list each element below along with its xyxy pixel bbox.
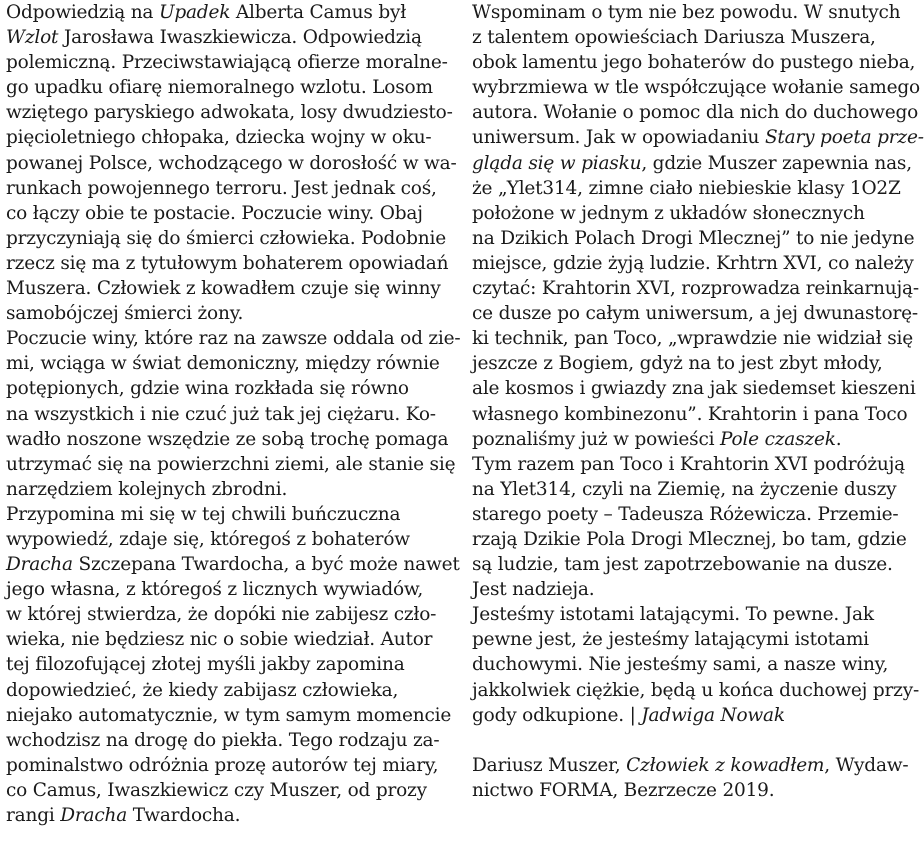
text-segment: poznaliśmy już w powieści bbox=[472, 428, 721, 450]
text-line bbox=[6, 226, 446, 251]
text-line bbox=[6, 427, 449, 452]
text-segment: jakkolwiek ciężkie, będą u końca duchowej przy- bbox=[472, 679, 920, 701]
text-line bbox=[6, 678, 436, 703]
text-segment: jego własna, z któregoś z licznych wywiadów, bbox=[6, 579, 424, 601]
text-line bbox=[472, 452, 905, 477]
text-line bbox=[472, 753, 909, 778]
text-segment: Szczepana Twardocha, a być może nawet bbox=[72, 554, 460, 576]
italic-text: Pole czaszek bbox=[720, 428, 836, 450]
italic-text: Stary poeta prze- bbox=[764, 127, 924, 149]
text-line bbox=[6, 803, 436, 828]
text-segment: niejako automatycznie, w tym samym momencie bbox=[6, 704, 452, 726]
text-segment: ki technik, pan Toco, „wprawdzie nie widział się bbox=[472, 328, 914, 350]
text-segment: własnego kombinezonu”. Krahtorin i pana Toco bbox=[472, 403, 908, 425]
text-segment: wchodzisz na drogę do piekła. Tego rodzaju za- bbox=[6, 729, 440, 751]
text-line bbox=[6, 100, 453, 125]
text-segment: pięcioletniego chłopaka, dziecka wojny w oku- bbox=[6, 127, 432, 149]
italic-text: Dracha bbox=[6, 554, 73, 576]
text-segment: Poczucie winy, które raz na zawsze oddala od zie- bbox=[6, 328, 461, 350]
text-segment: Jesteśmy istotami latającymi. To pewne. Jak bbox=[472, 604, 874, 626]
text-segment: z talentem opowieściach Dariusza Muszera, bbox=[472, 27, 876, 49]
text-segment: wieka, nie będziesz nic o sobie wiedział. Autor bbox=[6, 629, 433, 651]
text-segment: Wspominam o tym nie bez powodu. W snutych bbox=[472, 2, 901, 23]
text-line bbox=[472, 326, 914, 351]
text-line bbox=[6, 75, 436, 100]
text-segment: samobójczej śmierci żony. bbox=[6, 303, 244, 325]
text-line bbox=[472, 151, 912, 176]
italic-text: gląda się w piasku bbox=[472, 152, 642, 174]
text-segment: runkach powojennego terroru. Jest jednak coś, bbox=[6, 177, 437, 199]
text-line bbox=[472, 527, 907, 552]
text-segment: nictwo FORMA, Bezrzecze 2019. bbox=[472, 779, 775, 801]
text-line bbox=[472, 351, 898, 376]
text-segment: położone w jednym z układów słonecznych bbox=[472, 202, 865, 224]
text-segment: Dariusz Muszer, bbox=[472, 754, 627, 776]
text-segment: , Wydaw- bbox=[824, 754, 909, 776]
text-line bbox=[6, 703, 452, 728]
text-segment: co Camus, Iwaszkiewicz czy Muszer, od prozy bbox=[6, 779, 427, 801]
text-segment: Alberta Camus był bbox=[230, 2, 407, 23]
text-segment: tej filozofującej złotej myśli jakby zapomina bbox=[6, 654, 405, 676]
text-line bbox=[472, 728, 898, 753]
text-segment: rangi bbox=[6, 805, 61, 826]
text-line bbox=[472, 577, 898, 602]
text-line bbox=[472, 251, 914, 276]
text-line bbox=[6, 301, 436, 326]
text-segment: go upadku ofiarę niemoralnego wzlotu. Losom bbox=[6, 77, 433, 99]
italic-text: Upadek bbox=[158, 2, 231, 23]
text-line bbox=[472, 276, 919, 301]
text-segment: na Dzikich Polach Drogi Mlecznej” to nie jedyne bbox=[472, 227, 915, 249]
text-line bbox=[472, 176, 901, 201]
text-segment: wziętego paryskiego adwokata, losy dwudziesto- bbox=[6, 102, 453, 124]
text-segment: pewne jest, że jesteśmy latającymi istotami bbox=[472, 629, 869, 651]
text-line bbox=[6, 276, 441, 301]
text-line bbox=[472, 125, 924, 150]
text-line bbox=[472, 301, 918, 326]
text-line bbox=[472, 602, 898, 627]
text-segment: dopowiedzieć, że kiedy zabijasz człowieka, bbox=[6, 679, 399, 701]
text-line bbox=[472, 0, 901, 25]
italic-text: Jadwiga Nowak bbox=[641, 704, 785, 726]
text-segment: duchowymi. Nie jesteśmy sami, a nasze winy, bbox=[472, 654, 889, 676]
text-segment: Przypomina mi się w tej chwili buńczuczna bbox=[6, 503, 401, 525]
text-line bbox=[6, 627, 436, 652]
text-line bbox=[6, 602, 436, 627]
text-line bbox=[6, 502, 436, 527]
text-line bbox=[472, 100, 919, 125]
text-line bbox=[6, 728, 440, 753]
text-segment: ale kosmos i gwiazdy zna jak siedemset kieszeni bbox=[472, 378, 916, 400]
text-line bbox=[472, 402, 908, 427]
text-segment: rzecz się ma z tytułowym bohaterem opowiadań bbox=[6, 252, 449, 274]
text-segment: Jarosława Iwaszkiewicza. Odpowiedzią bbox=[58, 27, 422, 49]
text-line bbox=[6, 50, 448, 75]
text-segment: w której stwierdza, że dopóki nie zabijesz czło- bbox=[6, 604, 437, 626]
text-segment: Muszera. Człowiek z kowadłem czuje się winny bbox=[6, 278, 441, 300]
text-segment: Twardocha. bbox=[127, 805, 241, 826]
text-segment: miejsce, gdzie żyją ludzie. Krhtrn XVI, co należy bbox=[472, 252, 914, 274]
text-line bbox=[472, 552, 898, 577]
text-line bbox=[472, 376, 916, 401]
text-line bbox=[6, 376, 436, 401]
text-line bbox=[472, 502, 898, 527]
text-line bbox=[6, 0, 436, 25]
text-segment: . bbox=[835, 428, 842, 450]
text-segment: , gdzie Muszer zapewnia nas, bbox=[641, 152, 912, 174]
text-line bbox=[6, 477, 436, 502]
text-segment: polemiczną. Przeciwstawiającą ofierze moralne- bbox=[6, 52, 448, 74]
text-segment: co łączy obie te postacie. Poczucie winy. Obaj bbox=[6, 202, 423, 224]
text-segment: na Ylet314, czyli na Ziemię, na życzenie duszy bbox=[472, 478, 897, 500]
text-segment: że „Ylet314, zimne ciało niebieskie klasy 1O2Z bbox=[472, 177, 901, 199]
text-segment: Tym razem pan Toco i Krahtorin XVI podróżują bbox=[472, 453, 905, 475]
text-segment: autora. Wołanie o pomoc dla nich do duchowego bbox=[472, 102, 919, 124]
text-segment: na wszystkich i nie czuć już tak jej ciężaru. Ko- bbox=[6, 403, 436, 425]
text-line bbox=[472, 226, 915, 251]
text-line bbox=[472, 75, 920, 100]
text-segment: ce dusze po całym uniwersum, a jej dwunastorę- bbox=[472, 303, 918, 325]
italic-text: Dracha bbox=[60, 805, 128, 826]
text-line bbox=[472, 703, 898, 728]
text-line bbox=[6, 778, 436, 803]
text-segment: wypowiedź, zdaje się, któregoś z bohaterów bbox=[6, 528, 410, 550]
text-line bbox=[6, 125, 436, 150]
text-segment: Odpowiedzią na bbox=[6, 2, 159, 23]
text-line bbox=[6, 527, 436, 552]
text-line bbox=[472, 678, 920, 703]
text-segment: mi, wciąga w świat demoniczny, między równie bbox=[6, 353, 440, 375]
text-segment: są ludzie, tam jest zapotrzebowanie na dusze. bbox=[472, 554, 893, 576]
text-segment: starego poety – Tadeusza Różewicza. Przemie- bbox=[472, 503, 899, 525]
text-line bbox=[472, 477, 898, 502]
text-line bbox=[6, 552, 460, 577]
text-segment: potępionych, gdzie wina rozkłada się równo bbox=[6, 378, 409, 400]
right-text-column bbox=[472, 0, 924, 803]
text-line bbox=[6, 753, 439, 778]
text-line bbox=[6, 452, 456, 477]
text-line bbox=[6, 402, 436, 427]
left-text-column bbox=[6, 0, 461, 828]
text-segment: czytać: Krahtorin XVI, rozprowadza reinkarnują- bbox=[472, 278, 919, 300]
text-segment: powanej Polsce, wchodzącego w dorosłość w wa- bbox=[6, 152, 457, 174]
text-segment: jeszcze z Bogiem, gdyż na to jest zbyt młody, bbox=[472, 353, 883, 375]
text-segment: Jest nadzieja. bbox=[472, 579, 595, 601]
text-line bbox=[472, 652, 898, 677]
text-segment: wybrzmiewa w tle współczujące wołanie samego bbox=[472, 77, 920, 99]
text-line bbox=[472, 25, 898, 50]
text-line bbox=[472, 627, 898, 652]
text-line bbox=[6, 25, 436, 50]
text-segment: utrzymać się na powierzchni ziemi, ale stanie się bbox=[6, 453, 456, 475]
text-segment: rzają Dzikie Pola Drogi Mlecznej, bo tam, gdzie bbox=[472, 528, 907, 550]
text-segment: obok lamentu jego bohaterów do pustego nieba, bbox=[472, 52, 916, 74]
text-line bbox=[6, 176, 436, 201]
text-line bbox=[6, 151, 457, 176]
text-line bbox=[6, 201, 436, 226]
italic-text: Wzlot bbox=[6, 27, 59, 49]
text-segment: narzędziem kolejnych zbrodni. bbox=[6, 478, 288, 500]
italic-text: Człowiek z kowadłem bbox=[626, 754, 825, 776]
text-line bbox=[472, 427, 898, 452]
text-line bbox=[472, 201, 898, 226]
text-line bbox=[6, 326, 461, 351]
text-line bbox=[6, 351, 440, 376]
text-line bbox=[472, 778, 898, 803]
text-segment: pominalstwo odróżnia prozę autorów tej miary, bbox=[6, 754, 439, 776]
text-segment: uniwersum. Jak w opowiadaniu bbox=[472, 127, 765, 149]
text-line bbox=[6, 577, 436, 602]
text-line bbox=[6, 251, 449, 276]
text-line bbox=[472, 50, 916, 75]
text-segment: wadło noszone wszędzie ze sobą trochę pomaga bbox=[6, 428, 449, 450]
text-line bbox=[6, 652, 436, 677]
text-segment: przyczyniają się do śmierci człowieka. Podobnie bbox=[6, 227, 446, 249]
text-segment: gody odkupione. | bbox=[472, 704, 642, 726]
